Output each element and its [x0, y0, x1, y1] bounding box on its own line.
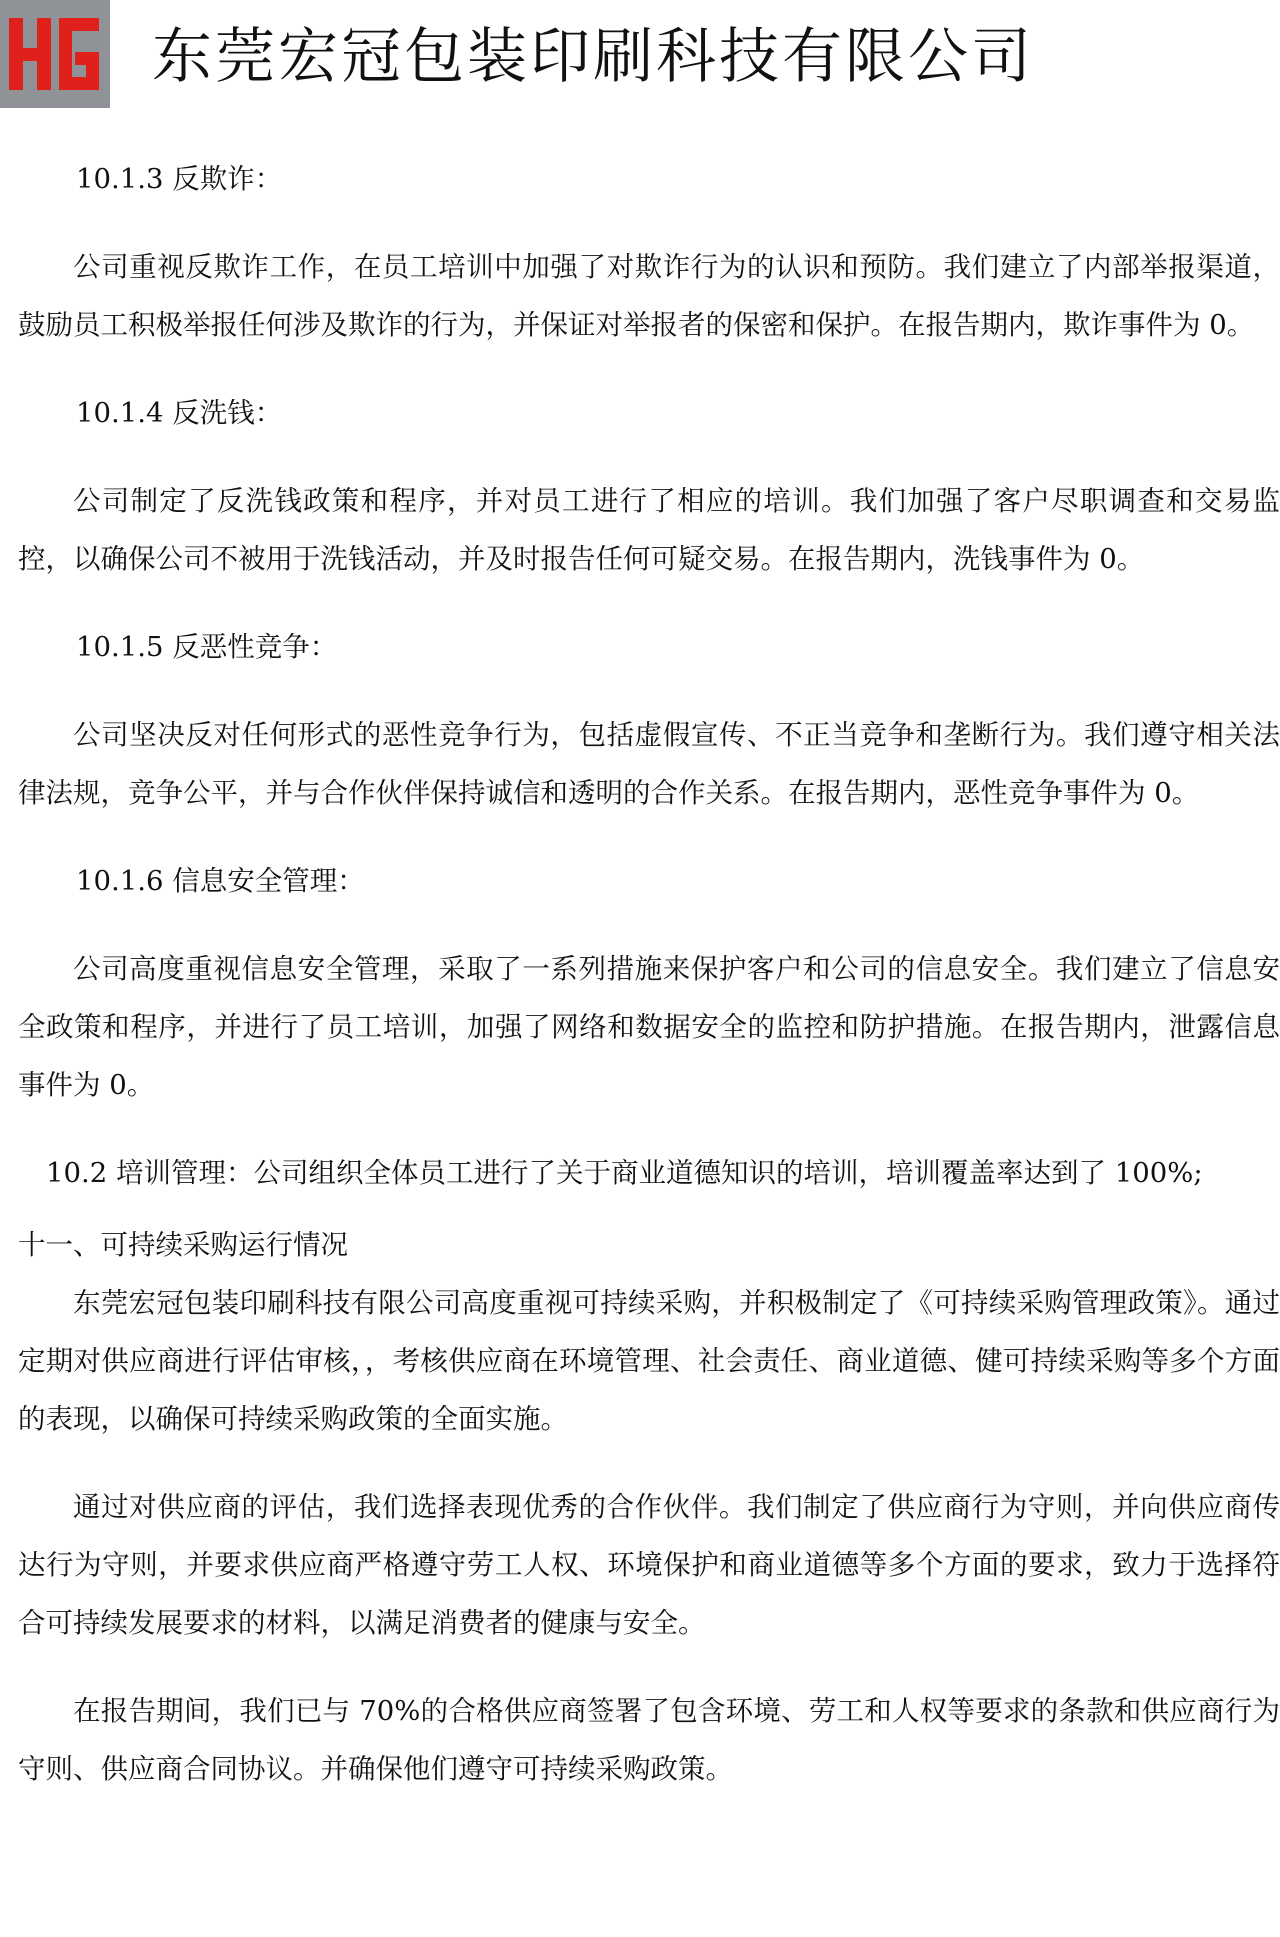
page-header — [0, 0, 1280, 110]
paragraph-anti-fraud: 公司重视反欺诈工作，在员工培训中加强了对欺诈行为的认识和预防。我们建立了内部举报渠道，鼓励员工积极举报任何涉及欺诈的行为，并保证对举报者的保密和保护。在报告期内，欺诈事件为 0。 — [18, 251, 1280, 341]
heading-10-1-5: 10.1.5 反恶性竞争： — [76, 631, 338, 663]
paragraph-anti-unfair-competition: 公司坚决反对任何形式的恶性竞争行为，包括虚假宣传、不正当竞争和垄断行为。我们遵守相关法律法规，竞争公平，并与合作伙伴保持诚信和透明的合作关系。在报告期内，恶性竞争事件为 0。 — [18, 719, 1280, 809]
paragraph-procurement-policy: 东莞宏冠包装印刷科技有限公司高度重视可持续采购，并积极制定了《可持续采购管理政策》。通过定期对供应商进行评估审核，，考核供应商在环境管理、社会责任、商业道德、健可持续采购等多个方面的表现，以确保可持续采购政策的全面实施。 — [18, 1287, 1280, 1435]
document-body — [18, 150, 1280, 1798]
heading-10-1-6: 10.1.6 信息安全管理： — [76, 865, 365, 897]
paragraph-information-security: 公司高度重视信息安全管理，采取了一系列措施来保护客户和公司的信息安全。我们建立了信息安全政策和程序，并进行了员工培训，加强了网络和数据安全的监控和防护措施。在报告期内，泄露信息事件为 0。 — [18, 953, 1280, 1101]
hg-logo-icon — [7, 14, 103, 94]
heading-10-1-4: 10.1.4 反洗钱： — [76, 397, 283, 429]
paragraph-supplier-agreements: 在报告期间，我们已与 70%的合格供应商签署了包含环境、劳工和人权等要求的条款和供应商行为守则、供应商合同协议。并确保他们遵守可持续采购政策。 — [18, 1695, 1280, 1785]
section-title-sustainable-procurement: 十一、可持续采购运行情况 — [18, 1229, 348, 1261]
company-name: 东莞宏冠包装印刷科技有限公司 — [152, 22, 1034, 92]
company-logo — [0, 0, 110, 108]
paragraph-training-management: 10.2 培训管理：公司组织全体员工进行了关于商业道德知识的培训，培训覆盖率达到了 100%; — [46, 1157, 1203, 1189]
paragraph-supplier-code: 通过对供应商的评估，我们选择表现优秀的合作伙伴。我们制定了供应商行为守则，并向供应商传达行为守则，并要求供应商严格遵守劳工人权、环境保护和商业道德等多个方面的要求，致力于选择符合可持续发展要求的材料，以满足消费者的健康与安全。 — [18, 1491, 1280, 1639]
paragraph-anti-money-laundering: 公司制定了反洗钱政策和程序，并对员工进行了相应的培训。我们加强了客户尽职调查和交易监控，以确保公司不被用于洗钱活动，并及时报告任何可疑交易。在报告期内，洗钱事件为 0。 — [18, 485, 1280, 575]
heading-10-1-3: 10.1.3 反欺诈： — [76, 163, 283, 195]
